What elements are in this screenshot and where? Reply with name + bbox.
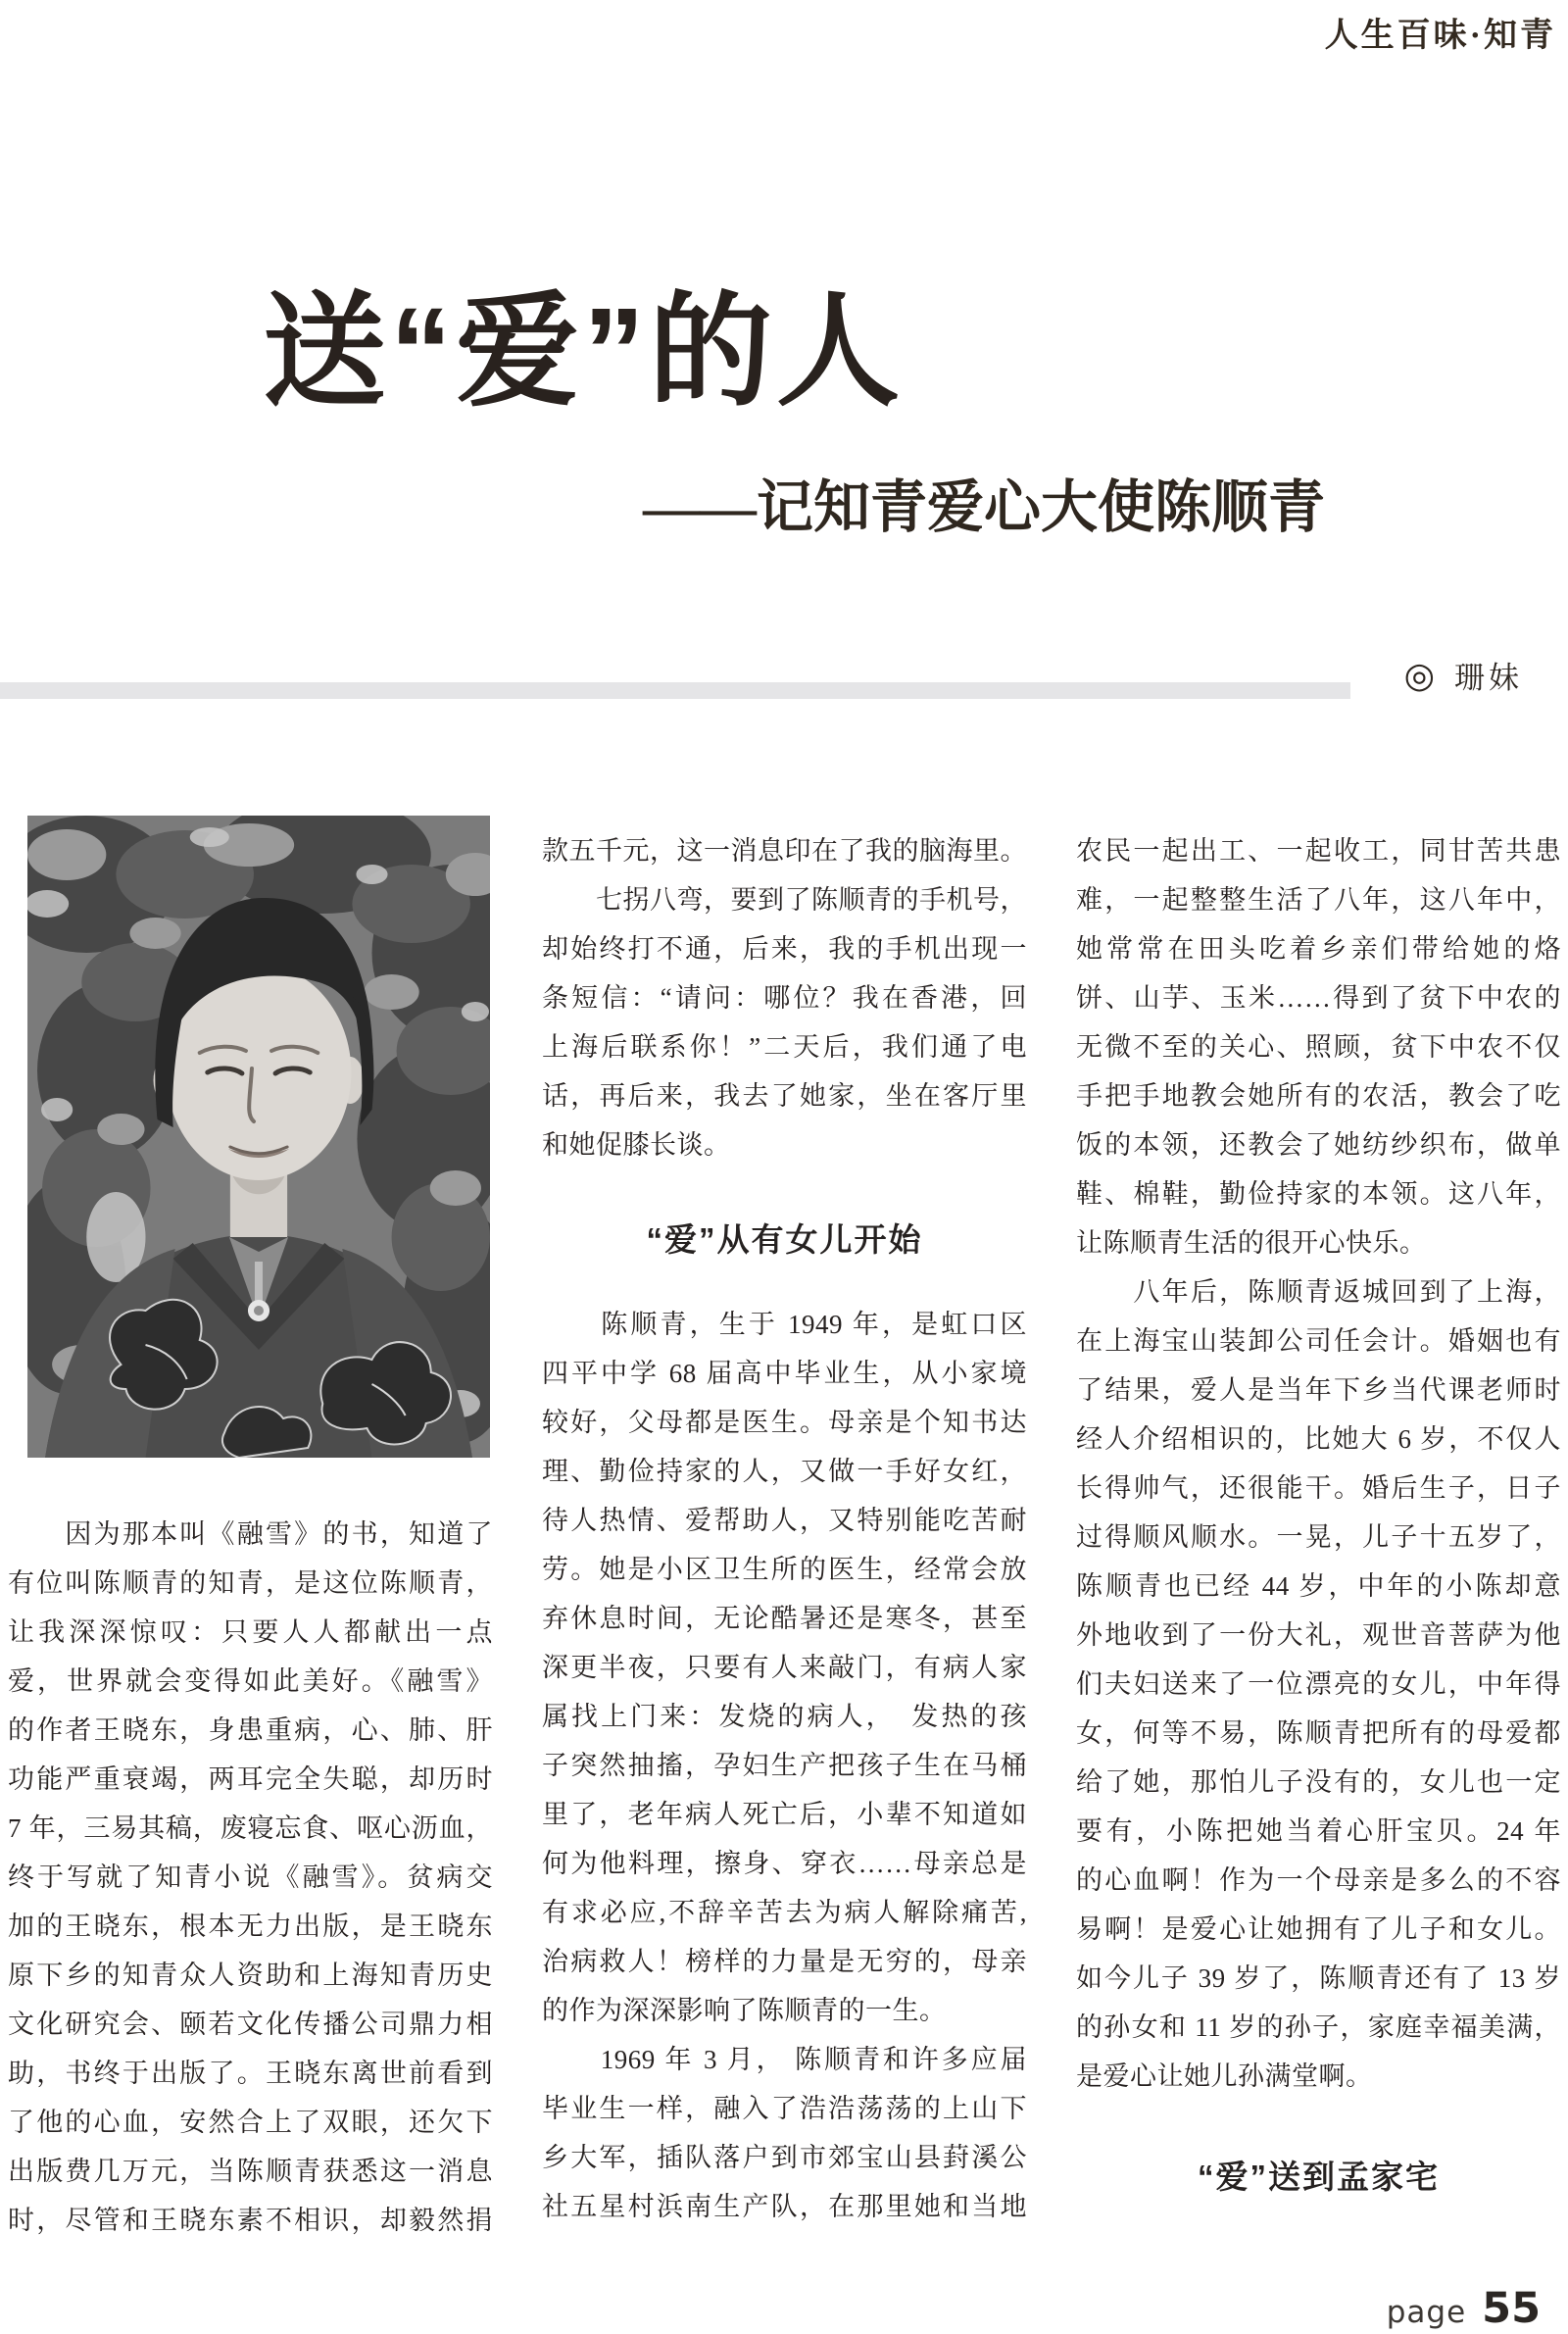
text-line: 经人介绍相识的，比她大 6 岁，不仅人 — [1076, 1424, 1561, 1454]
article-columns — [8, 826, 1560, 2245]
text-line: 功能严重衰竭，两耳完全失聪，却历时 — [8, 1764, 493, 1794]
text-line: 外地收到了一份大礼，观世音菩萨为他 — [1076, 1620, 1561, 1650]
text-line: 毕业生一样，融入了浩浩荡荡的上山下 — [542, 2094, 1027, 2123]
section-heading-daughter: “爱”从有女儿开始 — [646, 1221, 923, 1258]
text-line: 治病救人！榜样的力量是无穷的，母亲 — [542, 1947, 1027, 1976]
text-line: 是爱心让她儿孙满堂啊。 — [1076, 2061, 1373, 2091]
column-right — [1076, 826, 1561, 2245]
text-line: 长得帅气，还很能干。婚后生子，日子 — [1076, 1473, 1561, 1503]
page-number: 55 — [1482, 2284, 1541, 2333]
author-mark-icon: ◎ — [1403, 655, 1435, 695]
text-line: 何为他料理，擦身、穿衣……母亲总是 — [542, 1849, 1027, 1878]
text-line: 有位叫陈顺青的知青，是这位陈顺青， — [8, 1568, 493, 1598]
text-line: 的孙女和 11 岁的孙子，家庭幸福美满， — [1076, 2012, 1561, 2042]
column-left-text — [8, 1510, 493, 2245]
text-line: 难，一起整整生活了八年，这八年中， — [1076, 885, 1561, 915]
text-line: 的作为深深影响了陈顺青的一生。 — [542, 1996, 947, 2025]
text-line: 出版费几万元，当陈顺青获悉这一消息 — [8, 2157, 493, 2186]
text-line: 加的王晓东，根本无力出版，是王晓东 — [8, 1912, 493, 1941]
text-line: 的心血啊！作为一个母亲是多么的不容 — [1076, 1865, 1561, 1895]
text-line: 了结果，爱人是当年下乡当代课老师时 — [1076, 1375, 1561, 1405]
column-middle — [542, 826, 1027, 2245]
article-subtitle: ——记知青爱心大使陈顺青 — [642, 475, 1325, 539]
text-line: 七拐八弯，要到了陈顺青的手机号， — [542, 885, 1027, 915]
article-title: 送“爱”的人 — [263, 282, 904, 421]
text-line: 手把手地教会她所有的农活，教会了吃 — [1076, 1081, 1561, 1111]
text-line: 饭的本领，还教会了她纺纱织布，做单 — [1076, 1130, 1561, 1160]
text-line: 女，何等不易，陈顺青把所有的母爱都 — [1076, 1718, 1561, 1748]
text-line: 弃休息时间，无论酷暑还是寒冬，甚至 — [542, 1604, 1027, 1633]
column-left — [8, 826, 493, 2245]
text-line: 1969 年 3 月， 陈顺青和许多应届 — [542, 2045, 1027, 2074]
text-line: 如今儿子 39 岁了，陈顺青还有了 13 岁 — [1076, 1963, 1561, 1993]
column-right-text — [1076, 826, 1561, 2101]
text-line: 劳。她是小区卫生所的医生，经常会放 — [542, 1555, 1027, 1584]
text-line: 让陈顺青生活的很开心快乐。 — [1076, 1228, 1427, 1258]
text-line: 话，再后来，我去了她家，坐在客厅里 — [542, 1081, 1027, 1111]
text-line: 里了，老年病人死亡后，小辈不知道如 — [542, 1800, 1027, 1829]
text-line: 陈顺青也已经 44 岁，中年的小陈却意 — [1076, 1571, 1561, 1601]
text-line: 要有，小陈把她当着心肝宝贝。24 年 — [1076, 1816, 1561, 1846]
text-line: 款五千元，这一消息印在了我的脑海里。 — [542, 836, 1027, 866]
text-line: 助，书终于出版了。王晓东离世前看到 — [8, 2059, 493, 2088]
text-line: 农民一起出工、一起收工，同甘苦共患 — [1076, 836, 1561, 866]
text-line: 终于写就了知青小说《融雪》。贫病交 — [8, 1862, 493, 1892]
page-label: page — [1386, 2295, 1467, 2330]
text-line: 陈顺青，生于 1949 年，是虹口区 — [542, 1310, 1027, 1339]
byline — [1404, 653, 1523, 697]
text-line: 深更半夜，只要有人来敲门，有病人家 — [542, 1653, 1027, 1682]
text-line: 鞋、棉鞋，勤俭持家的本领。这八年， — [1076, 1179, 1561, 1209]
text-line: 无微不至的关心、照顾，贫下中农不仅 — [1076, 1032, 1561, 1062]
text-line: 待人热情、爱帮助人，又特别能吃苦耐 — [542, 1506, 1027, 1535]
text-line: 却始终打不通，后来，我的手机出现一 — [542, 934, 1027, 964]
text-line: 爱，世界就会变得如此美好。《融雪》 — [8, 1666, 493, 1696]
text-line: 有求必应,不辞辛苦去为病人解除痛苦, — [542, 1898, 1027, 1927]
portrait-photo — [27, 816, 490, 1458]
text-line: 给了她，那怕儿子没有的，女儿也一定 — [1076, 1767, 1561, 1797]
column-middle-text-2 — [542, 1300, 1027, 2231]
text-line: 文化研究会、颐若文化传播公司鼎力相 — [8, 2010, 493, 2039]
text-line: 四平中学 68 届高中毕业生，从小家境 — [542, 1359, 1027, 1388]
text-line: 饼、山芋、玉米……得到了贫下中农的 — [1076, 983, 1561, 1013]
text-line: 较好，父母都是医生。母亲是个知书达 — [542, 1408, 1027, 1437]
section-heading-mengjiazhai: “爱”送到孟家宅 — [1198, 2159, 1440, 2195]
text-line: 们夫妇送来了一位漂亮的女儿，中年得 — [1076, 1669, 1561, 1699]
text-line: 在上海宝山装卸公司任会计。婚姻也有 — [1076, 1326, 1561, 1356]
section-kicker: 人生百味·知青 — [1324, 18, 1556, 54]
text-line: 易啊！是爱心让她拥有了儿子和女儿。 — [1076, 1914, 1561, 1944]
text-line: 时，尽管和王晓东素不相识，却毅然捐 — [8, 2206, 493, 2235]
text-line: 八年后，陈顺青返城回到了上海， — [1076, 1277, 1561, 1307]
text-line: 了他的心血，安然合上了双眼，还欠下 — [8, 2108, 493, 2137]
text-line: 乡大军，插队落户到市郊宝山县葑溪公 — [542, 2143, 1027, 2172]
text-line: 她常常在田头吃着乡亲们带给她的烙 — [1076, 934, 1561, 964]
text-line: 的作者王晓东，身患重病，心、肺、肝 — [8, 1715, 493, 1745]
text-line: 理、勤俭持家的人，又做一手好女红， — [542, 1457, 1027, 1486]
text-line: 条短信：“请问：哪位？我在香港，回 — [542, 983, 1027, 1013]
text-line: 上海后联系你！”二天后，我们通了电 — [542, 1032, 1027, 1062]
portrait-photo-image — [27, 816, 490, 1458]
text-line: 让我深深惊叹：只要人人都献出一点 — [8, 1617, 493, 1647]
text-line: 属找上门来：发烧的病人， 发热的孩 — [542, 1702, 1027, 1731]
text-line: 因为那本叫《融雪》的书，知道了 — [8, 1519, 493, 1549]
author-name: 珊妹 — [1454, 661, 1523, 695]
text-line: 过得顺风顺水。一晃，儿子十五岁了， — [1076, 1522, 1561, 1552]
text-line: 原下乡的知青众人资助和上海知青历史 — [8, 1961, 493, 1990]
divider-bar — [0, 682, 1350, 699]
column-middle-text-1 — [542, 826, 1027, 1169]
text-line: 和她促膝长谈。 — [542, 1130, 731, 1160]
text-line: 子突然抽搐，孕妇生产把孩子生在马桶 — [542, 1751, 1027, 1780]
text-line: 社五星村浜南生产队，在那里她和当地 — [542, 2192, 1027, 2221]
page-footer — [1387, 2284, 1541, 2333]
text-line: 7 年，三易其稿，废寝忘食、呕心沥血， — [8, 1813, 493, 1843]
